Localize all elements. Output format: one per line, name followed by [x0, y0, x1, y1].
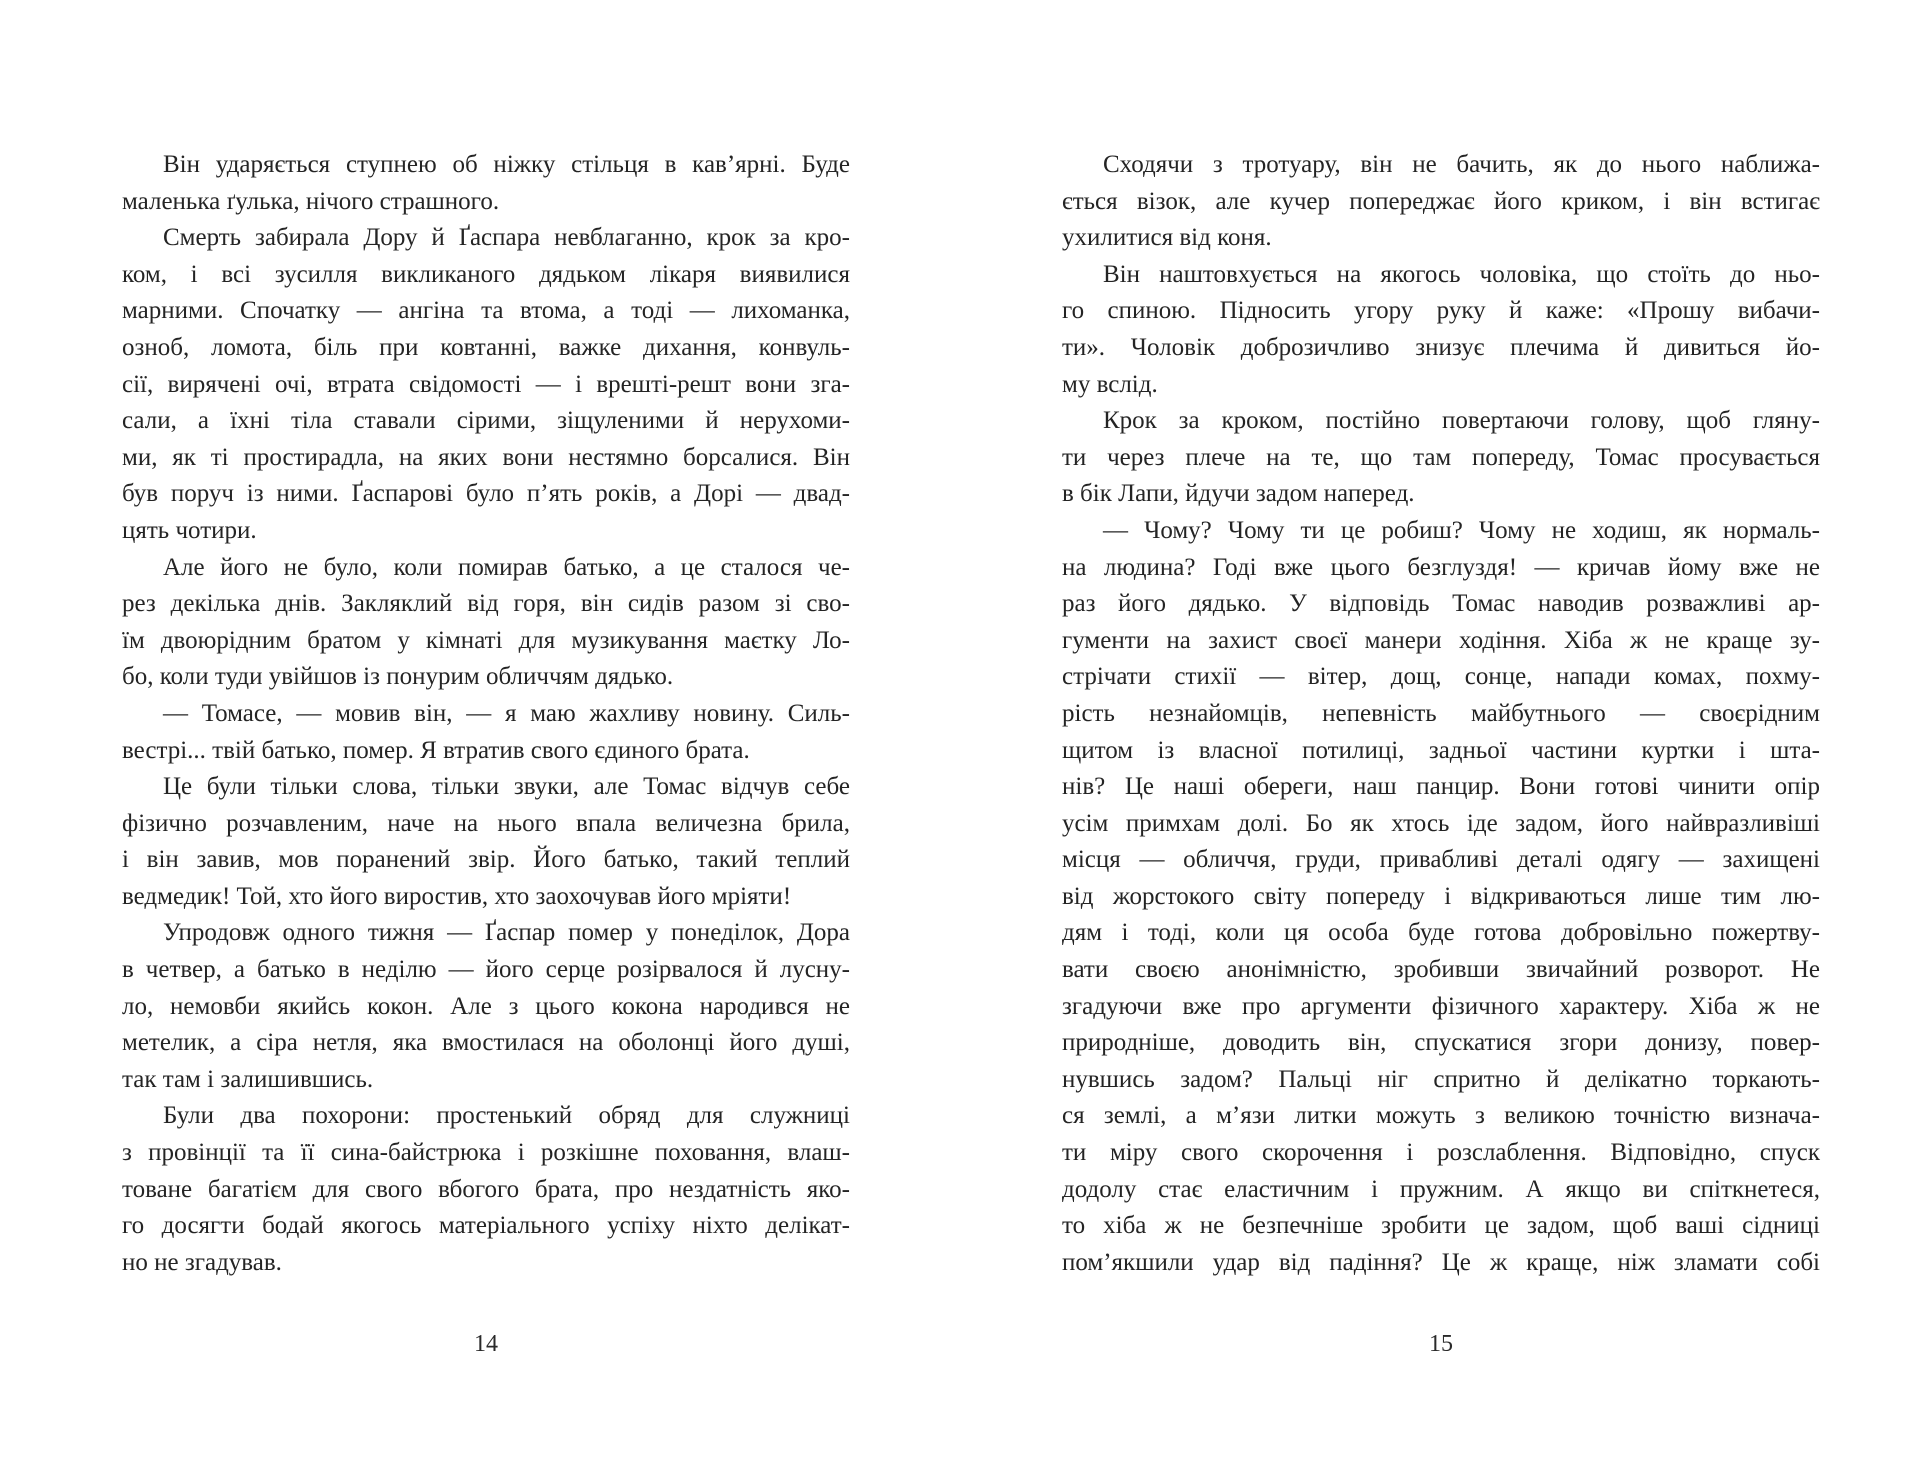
text-line: ти». Чоловік доброзичливо знизує плечима й дивиться йо-: [1062, 333, 1820, 361]
text-line: рез декілька днів. Закляклий від горя, він сидів разом зі сво-: [122, 590, 850, 618]
text-line: природніше, доводить він, спускатися згори донизу, повер-: [1062, 1029, 1820, 1057]
text-line: — Чому? Чому ти це робиш? Чому не ходиш, як нормаль-: [1103, 516, 1820, 544]
text-line: Смерть забирала Дору й Ґаспара невблаганно, крок за кро-: [163, 224, 850, 252]
text-line: Сходячи з тротуару, він не бачить, як до нього наближа-: [1103, 151, 1820, 178]
text-line: нувшись задом? Пальці ніг спритно й делікатно торкають-: [1062, 1065, 1820, 1093]
text-line: з провінції та її сина-байстрюка і розкішне поховання, влаш-: [122, 1139, 850, 1167]
text-line: і він завив, мов поранений звір. Його батько, такий теплий: [122, 846, 850, 874]
text-line: пом’якшили удар від падіння? Це ж краще, ніж зламати собі: [1062, 1248, 1820, 1276]
text-line: ло, немовби якийсь кокон. Але з цього кокона народився не: [122, 992, 850, 1020]
text-line: так там і залишившись.: [122, 1065, 374, 1093]
text-line: ми, як ті простирадла, на яких вони нестямно борсалися. Він: [122, 443, 850, 471]
text-line: ся землі, а м’язи литки можуть з великою точністю визнача-: [1062, 1102, 1820, 1130]
text-line: ти міру свого скорочення і розслаблення. Відповідно, спуск: [1062, 1139, 1820, 1167]
text-line: го досягти бодай якогось матеріального успіху ніхто делікат-: [122, 1212, 850, 1240]
text-line: на людина? Годі вже цього безглуздя! — кричав йому вже не: [1062, 553, 1820, 581]
text-line: марними. Спочатку — ангіна та втома, а тоді — лихоманка,: [122, 297, 850, 325]
text-line: Але його не було, коли помирав батько, а це сталося че-: [163, 553, 850, 581]
text-line: їм двоюрідним братом у кімнаті для музикування маєтку Ло-: [122, 626, 850, 654]
text-line: щитом із власної потилиці, задньої частини куртки і шта-: [1062, 736, 1820, 764]
text-line: ком, і всі зусилля викликаного дядьком лікаря виявилися: [122, 260, 850, 288]
text-line: в четвер, а батько в неділю — його серце розірвалося й лусну-: [122, 956, 850, 984]
text-line: ведмедик! Той, хто його виростив, хто заохочував його мріяти!: [122, 882, 792, 910]
text-line: маленька ґулька, нічого страшного.: [122, 187, 500, 215]
text-line: сали, а їхні тіла ставали сірими, зіщуленими й нерухоми-: [122, 407, 850, 435]
text-line: вати своєю анонімністю, зробивши звичайний розворот. Не: [1062, 956, 1820, 984]
text-line: був поруч із ними. Ґаспарові було п’ять років, а Дорі — двад-: [122, 480, 850, 508]
text-line: Це були тільки слова, тільки звуки, але Томас відчув себе: [163, 773, 850, 801]
text-line: раз його дядько. У відповідь Томас наводив розважливі ар-: [1062, 590, 1820, 618]
text-line: Були два похорони: простенький обряд для служниці: [163, 1102, 850, 1130]
text-line: сії, вирячені очі, втрата свідомості — і врешті-решт вони зга-: [122, 370, 850, 398]
text-line: додолу стає еластичним і пружним. А якщо ви спіткнетеся,: [1062, 1175, 1820, 1203]
text-line: метелик, а сіра нетля, яка вмостилася на оболонці його душі,: [122, 1029, 850, 1057]
text-line: озноб, ломота, біль при ковтанні, важке дихання, конвуль-: [122, 333, 850, 361]
text-line: ється візок, але кучер попереджає його криком, і він встигає: [1062, 187, 1820, 215]
text-line: фізично розчавленим, наче на нього впала величезна брила,: [122, 809, 850, 837]
text-line: товане багатієм для свого вбогого брата, про нездатність яко-: [122, 1175, 850, 1203]
page-right-text: [1062, 147, 1820, 1281]
text-line: нів? Це наші обереги, наш панцир. Вони готові чинити опір: [1062, 773, 1820, 801]
text-line: — Томасе, — мовив він, — я маю жахливу новину. Силь-: [163, 699, 850, 727]
page-number-left: 14: [474, 1331, 498, 1357]
text-line: дям і тоді, коли ця особа буде готова добровільно пожертву-: [1062, 919, 1820, 947]
text-line: то хіба ж не безпечніше зробити це задом, щоб ваші сідниці: [1062, 1212, 1820, 1240]
text-line: стрічати стихії — вітер, дощ, сонце, напади комах, похму-: [1062, 663, 1820, 691]
text-line: цять чотири.: [122, 516, 257, 544]
text-line: му вслід.: [1062, 370, 1158, 398]
text-line: гументи на захист своєї манери ходіння. Хіба ж не краще зу-: [1062, 626, 1820, 654]
text-line: усім примхам долі. Бо як хтось іде задом, його найвразливіші: [1062, 809, 1820, 837]
page-left-text: [122, 147, 850, 1281]
text-line: місця — обличчя, груди, привабливі деталі одягу — захищені: [1062, 846, 1820, 874]
text-line: ухилитися від коня.: [1062, 224, 1272, 252]
text-line: Упродовж одного тижня — Ґаспар помер у понеділок, Дора: [163, 919, 850, 947]
text-line: від жорстокого світу попереду і відкриваються лише тим лю-: [1062, 882, 1820, 910]
text-line: го спиною. Підносить угору руку й каже: «Прошу вибачи-: [1062, 297, 1820, 325]
text-line: рість незнайомців, непевність майбутнього — своєрідним: [1062, 699, 1820, 727]
page-number-right: 15: [1429, 1331, 1453, 1357]
text-line: в бік Лапи, йдучи задом наперед.: [1062, 480, 1415, 508]
text-line: бо, коли туди увійшов із понурим обличчям дядько.: [122, 663, 674, 691]
text-line: вестрі... твій батько, помер. Я втратив свого єдиного брата.: [122, 736, 750, 764]
text-line: Крок за кроком, постійно повертаючи голову, щоб гляну-: [1103, 407, 1820, 435]
text-line: Він ударяється ступнею об ніжку стільця в кав’ярні. Буде: [163, 151, 850, 178]
text-line: но не згадував.: [122, 1248, 282, 1276]
text-line: ти через плече на те, що там попереду, Томас просувається: [1062, 443, 1820, 471]
text-line: згадуючи вже про аргументи фізичного характеру. Хіба ж не: [1062, 992, 1820, 1020]
text-line: Він наштовхується на якогось чоловіка, що стоїть до ньо-: [1103, 260, 1820, 288]
